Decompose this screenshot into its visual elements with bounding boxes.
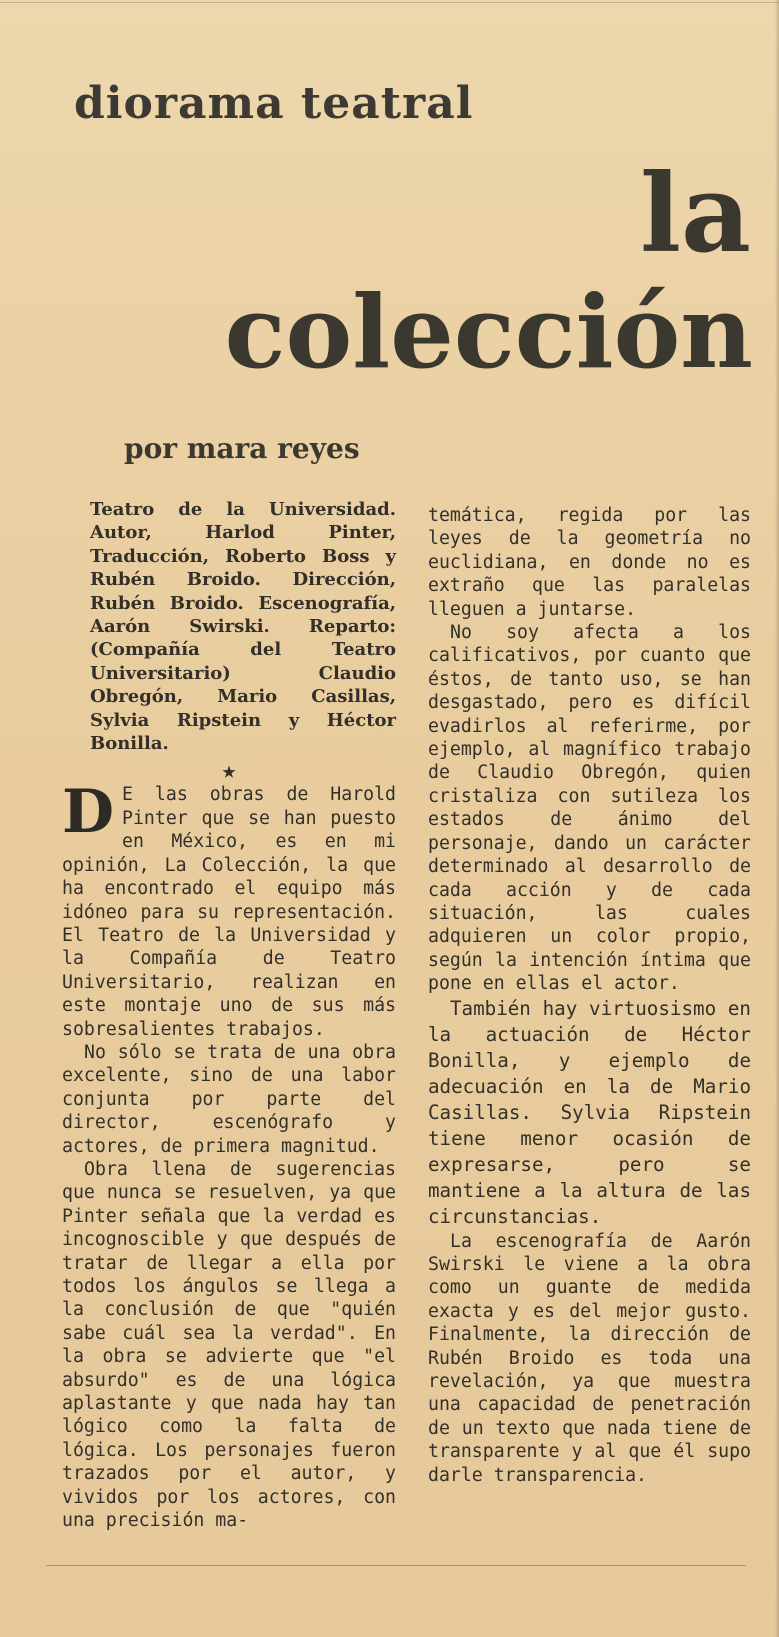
star-separator-icon: ★ [221, 756, 237, 785]
credits-block: Teatro de la Universidad. Autor, Harlod Pinter, Traducción, Roberto Boss y Rubén Broido. Dirección, Rubén Broido. Escenografía, Aarón Swirski. Reparto: (Compañía del Teatro Universitario) Claudio Obregón, Mario Casillas, Sylvia Ripstein y Héctor Bonilla. [90, 499, 396, 755]
paragraph: También hay virtuosismo en la actuación de Héctor Bonilla, y ejemplo de adecuación en la de Mario Casillas. Sylvia Ripstein tiene menor ocasión de expresarse, pero se mantiene a la altura de las circunstancias. [428, 996, 751, 1228]
lead-text: E las obras de Harold Pinter que se han puesto en México, es en mi opinión, La Colección, la que ha encontrado el equipo más idóneo para su representación. El Teatro de la Universidad y la Compañía de Teatro Universitario, realizan en este montaje uno de sus más sobresalientes trabajos. [62, 784, 396, 1040]
headline-line-2: colección [224, 273, 753, 391]
byline: por mara reyes [124, 432, 360, 465]
paragraph: Obra llena de sugerencias que nunca se resuelven, ya que Pinter señala que la verdad es incognoscible y que después de tratar de llegar a ella por todos los ángulos se llega a la conclusión de que "quién sabe cuál sea la verdad". En la obra se advierte que "el absurdo" es de una lógica aplastante y que nada hay tan lógico como la falta de lógica. Los personajes fueron trazados por el autor, y vividos por los actores, con una precisión ma- [62, 1158, 396, 1532]
paragraph: temática, regida por las leyes de la geometría no euclidiana, en donde no es extraño que las paralelas lleguen a juntarse. [428, 505, 751, 620]
article-column-left [62, 498, 396, 1532]
headline-line-1: la [639, 151, 751, 277]
paper-edge [775, 0, 779, 1637]
section-title: diorama teatral [74, 78, 474, 129]
lead-paragraph [62, 777, 396, 1040]
paragraph: La escenografía de Aarón Swirski le viene a la obra como un guante de medida exacta y es del mejor gusto. Finalmente, la dirección de Rubén Broido es toda una revelación, ya que muestra una capacidad de penetración de un texto que nada tiene de transparente y al que él supo darle transparencia. [428, 1230, 751, 1486]
paragraph: No sólo se trata de una obra excelente, sino de una labor conjunta por parte del director, escenógrafo y actores, de primera magnitud. [62, 1041, 396, 1157]
top-edge-rule [0, 2, 779, 3]
drop-cap: D [62, 777, 115, 848]
bottom-rule [46, 1565, 746, 1566]
paragraph: No soy afecta a los calificativos, por cuanto que éstos, de tanto uso, se han desgastado, pero es difícil evadirlos al referirme, por ejemplo, al magnífico trabajo de Claudio Obregón, quien cristaliza con sutileza los estados de ánimo del personaje, dando un carácter determinado al desarrollo de cada acción y de cada situación, las cuales adquieren un color propio, según la intención íntima que pone en ellas el actor. [428, 622, 751, 995]
article-column-right [428, 504, 751, 1487]
